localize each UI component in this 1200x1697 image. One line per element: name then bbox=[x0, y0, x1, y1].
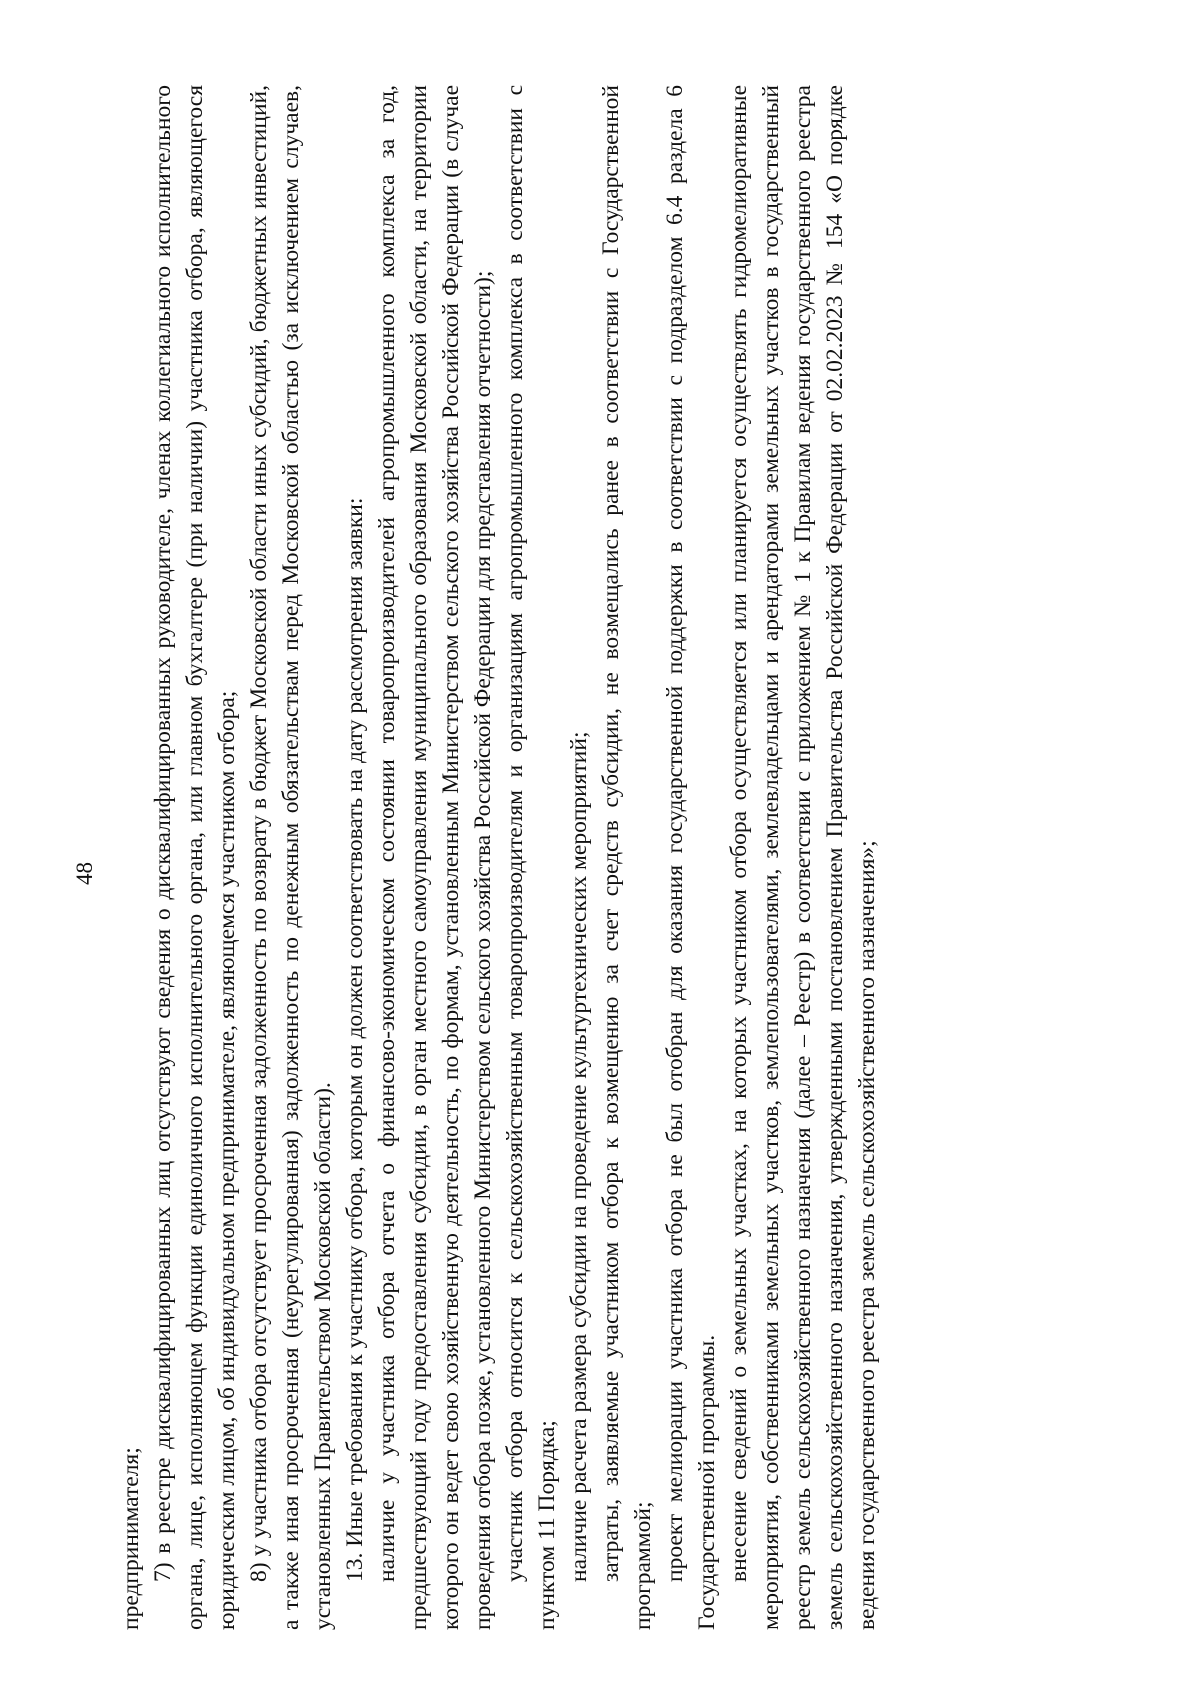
paragraph-3: 13. Иные требования к участнику отбора, которым он должен соответствовать на дату рассмотрения заявки: bbox=[342, 497, 368, 1582]
paragraph-9: внесение сведений о земельных участках, на которых участником отбора осуществляется или планируется осуществлять гидромелиоративные мероприятия, собственниками земельных участков, землепользователями, землевладельцами и арендаторами земельных участков в государственный реестр земель сельскохозяйственного назначения (далее – Реестр) в соответствии с приложением № 1 к Правилам ведения государственного реестра земель сельскохозяйственного назначения, утвержденными постановлением Правительства Российской Федерации от 02.02.2023 № 154 «О порядке ведения государственного реестра земель сельскохозяйственного назначения»; bbox=[726, 85, 880, 1630]
page-number: 48 bbox=[72, 862, 97, 885]
rotated-text-block bbox=[72, 85, 1080, 1630]
paragraph-1: 7) в реестре дисквалифицированных лиц отсутствуют сведения о дисквалифицированных руководителе, членах коллегиального исполнительного органа, лице, исполняющем функции единоличного исполнительного органа, или главном бухгалтере (при наличии) участника отбора, являющегося юридическим лицом, об индивидуальном предпринимателе, являющемся участником отбора; bbox=[150, 85, 240, 1630]
paragraph-7: затраты, заявляемые участником отбора к возмещению за счет средств субсидии, не возмещались ранее в соответствии с Государственной программой; bbox=[598, 85, 656, 1630]
paragraph-0: предпринимателя; bbox=[118, 1447, 144, 1630]
paragraph-4: наличие у участника отбора отчета о финансово-экономическом состоянии товаропроизводителей агропромышленного комплекса за год, предшествующий году предоставления субсидии, в орган местного самоуправления муниципального образования Московской области, на территории которого он ведет свою хозяйственную деятельность, по формам, установленным Министерством сельского хозяйства Российской Федерации (в случае проведения отбора позже, установленного Министерством сельского хозяйства Российской Федерации для представления отчетности); bbox=[374, 85, 496, 1630]
paragraph-2: 8) у участника отбора отсутствует просроченная задолженность по возврату в бюджет Московской области иных субсидий, бюджетных инвестиций, а также иная просроченная (неурегулированная) задолженность по денежным обязательствам перед Московской областью (за исключением случаев, установленных Правительством Московской области). bbox=[246, 85, 336, 1630]
paragraph-5: участник отбора относится к сельскохозяйственным товаропроизводителям и организациям агропромышленного комплекса в соответствии с пунктом 11 Порядка; bbox=[502, 85, 560, 1630]
paragraph-8: проект мелиорации участника отбора не был отобран для оказания государственной поддержки в соответствии с подразделом 6.4 раздела 6 Государственной программы. bbox=[662, 85, 720, 1630]
paragraph-6: наличие расчета размера субсидии на проведение культуртехнических мероприятий; bbox=[566, 731, 592, 1582]
